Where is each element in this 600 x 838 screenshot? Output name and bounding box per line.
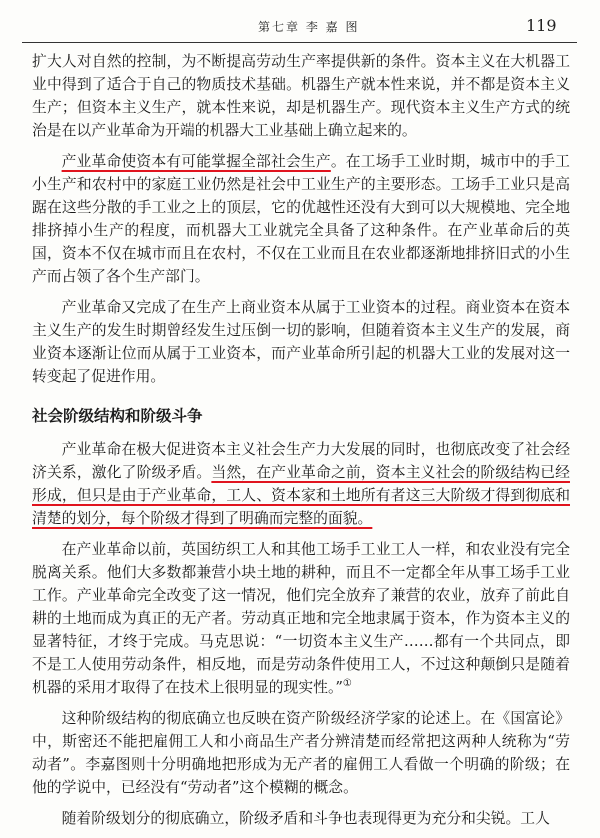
paragraph-4-start: 产业革命在极大促进资本主义社会生产力大发展的同时，也彻底改变了社会经济关系，激化了阶级矛盾。	[32, 441, 570, 481]
underlined-sentence-1: 产业革命使资本有可能掌握全部社会生产	[61, 153, 331, 170]
paragraph-1: 扩大人对自然的控制，为不断提高劳动生产率提供新的条件。资本主义在大机器工业中得到了适合于自己的物质技术基础。机器生产就本性来说，并不都是资本主义生产；但资本主义生产，就本性来说，却是机器生产。现代资本主义生产方式的统治是在以产业革命为开端的机器大工业基础上确立起来的。	[32, 53, 570, 139]
paragraph-5-text: 在产业革命以前，英国纺织工人和其他工场手工业工人一样，和农业没有完全脱离关系。他们大多数都兼营小块土地的耕种，而且不一定都全年从事工场手工业工作。产业革命完全改变了这一情况，他们完全放弃了兼营的农业，放弃了前此自耕的土地而成为真正的无产者。劳动真正地和完全地隶属于资本，作为资本主义的显著特征，才终于完成。马克思说：“一切资本主义生产……都有一个共同点，即不是工人使用劳动条件，相反地，而是劳动条件使用工人，不过这种颠倒只是随着机器的采用才取得了在技术上很明显的现实性。”	[32, 541, 570, 696]
paragraph-7: 随着阶级划分的彻底确立，阶级矛盾和斗争也表现得更为充分和尖锐。工人	[61, 810, 550, 827]
paragraph-2	[32, 150, 570, 288]
chapter-title: 第七章 李 嘉 图	[258, 20, 360, 34]
footnote-marker: ①	[342, 678, 352, 690]
paragraph-2-rest: 。在工场手工业时期，城市中的手工小生产和农村中的家庭工业仍然是社会中工业生产的主要形态。工场手工业只是高踞在这些分散的手工业之上的顶层，它的优越性还没有大到可以大规模地、完全地排挤掉小生产的程度，而机器大工业就完全具备了这种条件。在产业革命后的英国，资本不仅在城市而且在农村，不仅在工业而且在农业都逐渐地排挤旧式的小生产而占领了各个生产部门。	[32, 153, 570, 285]
paragraph-6: 这种阶级结构的彻底确立也反映在资产阶级经济学家的论述上。在《国富论》中，斯密还不能把雇佣工人和小商品生产者分辨清楚而经常把这两种人统称为“劳动者”。李嘉图则十分明确地把形成为无产者的雇佣工人看做一个明确的阶级；在他的学说中，已经没有“劳动者”这个模糊的概念。	[32, 710, 570, 796]
paragraph-4	[32, 438, 570, 530]
paragraph-3: 产业革命又完成了在生产上商业资本从属于工业资本的过程。商业资本在资本主义生产的发生时期曾经发生过压倒一切的影响，但随着资本主义生产的发展，商业资本逐渐让位而从属于工业资本，而产业革命所引起的机器大工业的发展对这一转变起了促进作用。	[32, 299, 570, 385]
header-rule	[22, 42, 577, 43]
page-header	[0, 0, 600, 46]
paragraph-5	[32, 538, 570, 699]
page-number: 119	[526, 16, 557, 35]
underlined-sentence-2: 当然，在产业革命之前，资本主义社会的阶级结构已经形成，但只是由于产业革命，工人、资本家和土地所有者这三大阶级才得到彻底和清楚的划分，每个阶级才得到了明确而完整的面貌。	[32, 464, 570, 527]
page-body	[32, 50, 570, 838]
section-heading: 社会阶级结构和阶级斗争	[32, 407, 203, 425]
